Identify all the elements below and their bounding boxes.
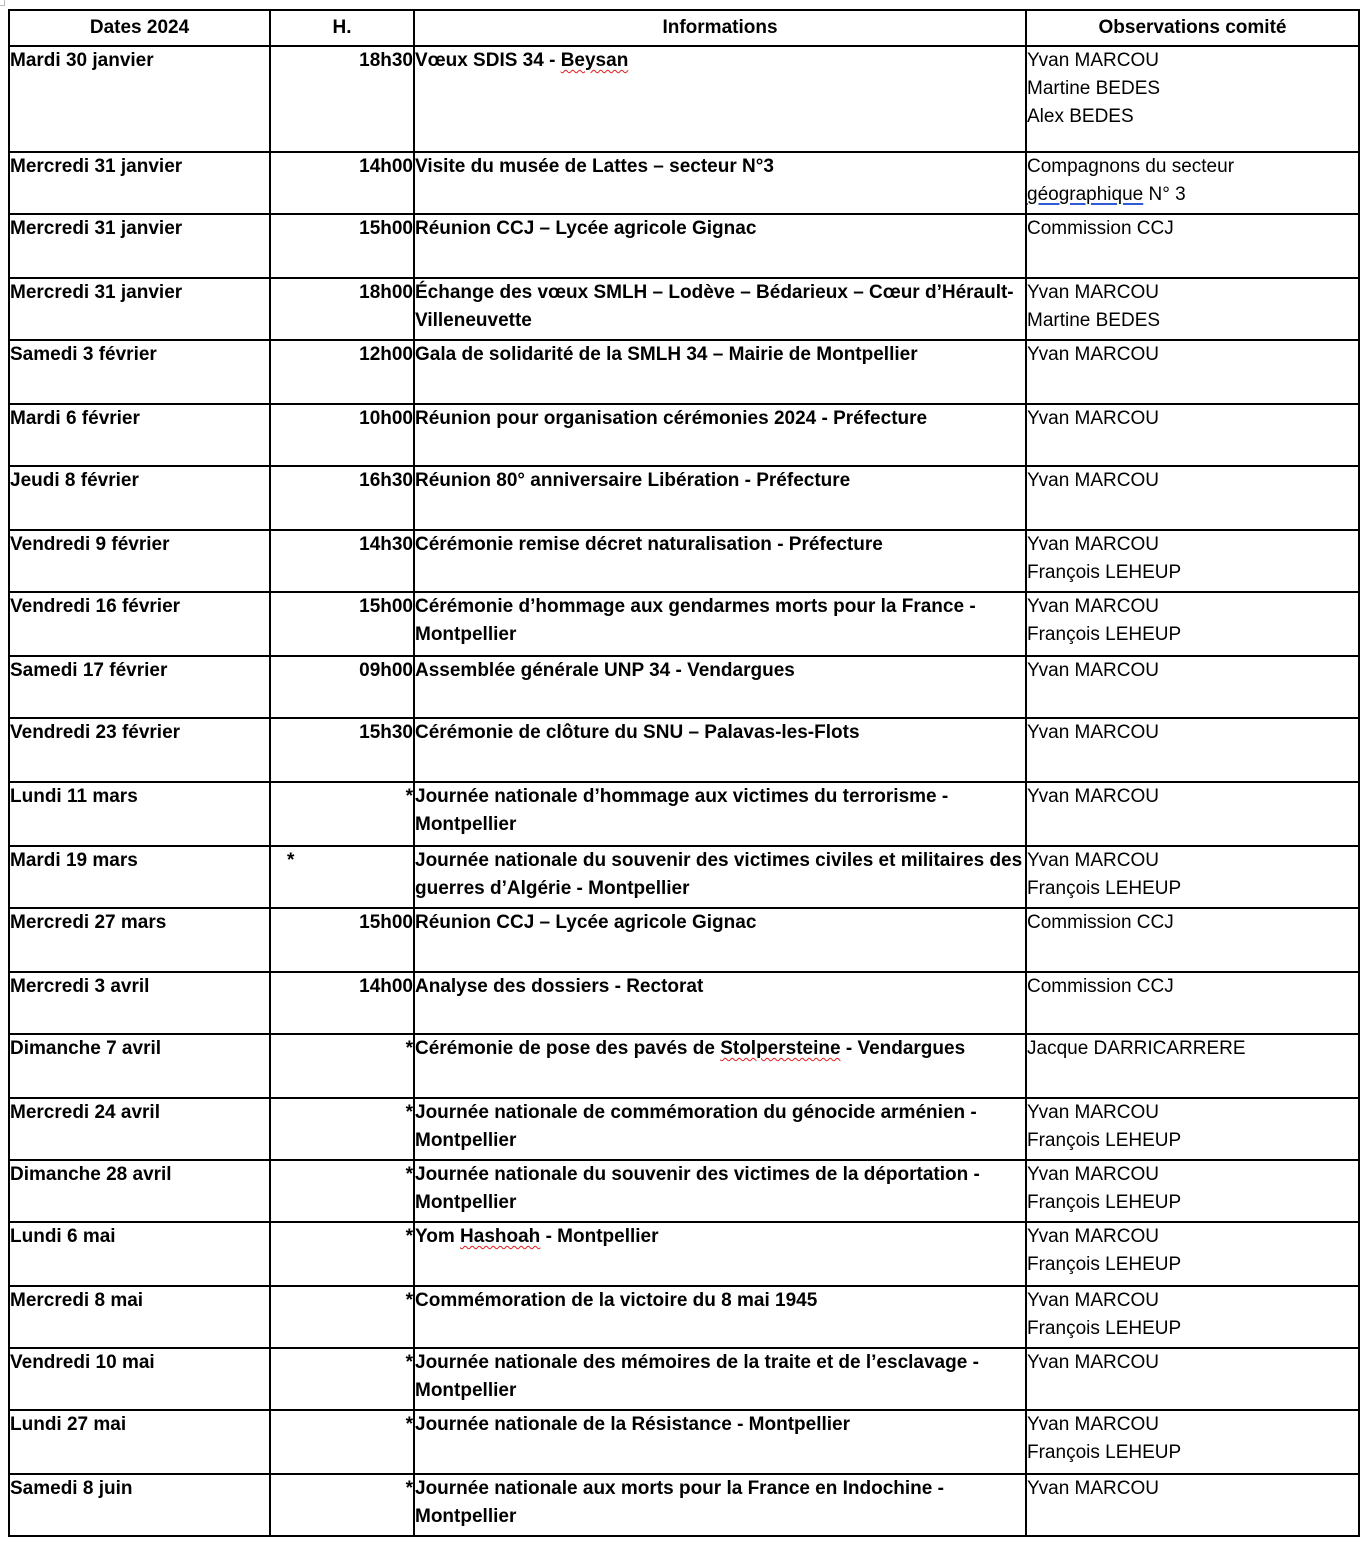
committee-member: Yvan MARCOU [1027,1478,1159,1499]
committee-observations [1026,530,1359,592]
event-time: 16h30 [270,466,414,530]
table-row [9,656,1359,718]
header-time: H. [270,10,414,46]
table-row [9,718,1359,782]
table-row [9,46,1359,152]
info-text: Échange des vœux SMLH – Lodève – Bédarieux – Cœur d’Hérault- Villeneuvette [415,282,1014,331]
event-information [414,656,1026,718]
info-text: Cérémonie de clôture du SNU – Palavas-les-Flots [415,722,860,743]
committee-member: François LEHEUP [1027,562,1182,583]
committee-observations [1026,718,1359,782]
event-date: Dimanche 28 avril [9,1160,270,1222]
committee-observations [1026,972,1359,1034]
table-row [9,152,1359,214]
committee-member: François LEHEUP [1027,1130,1182,1151]
committee-observations [1026,278,1359,340]
info-text: Journée nationale de commémoration du génocide arménien - Montpellier [415,1102,977,1151]
info-text: Journée nationale des mémoires de la traite et de l’esclavage - Montpellier [415,1352,979,1401]
event-information [414,214,1026,278]
spellcheck-flagged-word[interactable]: Stolpersteine [720,1038,841,1059]
grammar-flagged-word[interactable]: géographique [1027,184,1144,205]
table-row [9,278,1359,340]
table-row [9,908,1359,972]
committee-observations [1026,1286,1359,1348]
table-row [9,972,1359,1034]
info-text: Cérémonie remise décret naturalisation - Préfecture [415,534,883,555]
event-date: Vendredi 10 mai [9,1348,270,1410]
table-row [9,846,1359,908]
header-dates: Dates 2024 [9,10,270,46]
event-date: Dimanche 7 avril [9,1034,270,1098]
event-information [414,1286,1026,1348]
event-information [414,1474,1026,1536]
event-time: 14h00 [270,152,414,214]
event-date: Vendredi 9 février [9,530,270,592]
table-row [9,592,1359,656]
observation-suffix: N° 3 [1143,184,1186,205]
committee-observations [1026,466,1359,530]
event-information [414,46,1026,152]
info-text-suffix: - Vendargues [840,1038,966,1059]
info-text: Cérémonie d’hommage aux gendarmes morts pour la France - Montpellier [415,596,976,645]
table-row [9,1348,1359,1410]
event-time: * [270,1410,414,1474]
event-time: * [270,1034,414,1098]
committee-observations [1026,908,1359,972]
info-text: Vœux SDIS 34 - [415,50,561,71]
committee-member: Yvan MARCOU [1027,282,1159,303]
committee-observations [1026,656,1359,718]
committee-member: Yvan MARCOU [1027,596,1159,617]
event-information [414,908,1026,972]
info-text: Assemblée générale UNP 34 - Vendargues [415,660,795,681]
event-information [414,1098,1026,1160]
event-time: 15h30 [270,718,414,782]
info-text: Journée nationale aux morts pour la France en Indochine - Montpellier [415,1478,944,1527]
committee-member: Commission CCJ [1027,218,1174,239]
table-row [9,530,1359,592]
event-date: Samedi 17 février [9,656,270,718]
committee-member: Compagnons du secteur [1027,156,1235,177]
committee-member: Yvan MARCOU [1027,408,1159,429]
table-header-row [9,10,1359,46]
event-date: Mardi 19 mars [9,846,270,908]
table-row [9,1286,1359,1348]
event-information [414,152,1026,214]
table-row [9,214,1359,278]
info-text: Journée nationale du souvenir des victimes civiles et militaires des guerres d’Algérie - Montpellier [415,850,1023,899]
info-text: Réunion CCJ – Lycée agricole Gignac [415,218,757,239]
committee-observations [1026,592,1359,656]
info-text: Cérémonie de pose des pavés de [415,1038,721,1059]
committee-member: François LEHEUP [1027,1192,1182,1213]
event-time: 15h00 [270,592,414,656]
event-information [414,718,1026,782]
event-time: * [270,1098,414,1160]
committee-member: Yvan MARCOU [1027,786,1159,807]
table-row [9,404,1359,466]
event-time: 18h00 [270,278,414,340]
event-information [414,340,1026,404]
info-text: Journée nationale de la Résistance - Montpellier [415,1414,851,1435]
committee-member: Yvan MARCOU [1027,1352,1159,1373]
event-date: Mercredi 27 mars [9,908,270,972]
committee-member-continued [1027,181,1358,209]
committee-observations [1026,152,1359,214]
event-time: * [270,846,414,908]
event-information [414,404,1026,466]
committee-observations [1026,404,1359,466]
event-time: 10h00 [270,404,414,466]
committee-member: Yvan MARCOU [1027,1102,1159,1123]
event-date: Mercredi 31 janvier [9,214,270,278]
table-row [9,1160,1359,1222]
event-date: Mercredi 24 avril [9,1098,270,1160]
event-date: Mardi 30 janvier [9,46,270,152]
event-date: Lundi 11 mars [9,782,270,846]
committee-member: Yvan MARCOU [1027,1164,1159,1185]
committee-member: Yvan MARCOU [1027,534,1159,555]
table-row [9,340,1359,404]
table-row [9,1098,1359,1160]
committee-member: Yvan MARCOU [1027,660,1159,681]
event-information [414,278,1026,340]
event-time: * [270,1160,414,1222]
event-time: 14h30 [270,530,414,592]
event-date: Samedi 8 juin [9,1474,270,1536]
table-row [9,782,1359,846]
spellcheck-flagged-word[interactable]: Beysan [560,50,629,71]
committee-member: Yvan MARCOU [1027,470,1159,491]
event-information [414,530,1026,592]
info-text: Visite du musée de Lattes – secteur N°3 [415,156,774,177]
info-text: Réunion CCJ – Lycée agricole Gignac [415,912,757,933]
committee-member: Commission CCJ [1027,976,1174,997]
committee-member: Alex BEDES [1027,106,1134,127]
committee-member: François LEHEUP [1027,1254,1182,1275]
table-row [9,1410,1359,1474]
committee-member: Yvan MARCOU [1027,850,1159,871]
event-time: 14h00 [270,972,414,1034]
event-information [414,1160,1026,1222]
event-information [414,1222,1026,1286]
event-time: 18h30 [270,46,414,152]
event-date: Mercredi 31 janvier [9,278,270,340]
committee-observations [1026,782,1359,846]
info-text-suffix: - Montpellier [540,1226,659,1247]
committee-observations [1026,1410,1359,1474]
event-information [414,846,1026,908]
committee-member: Jacque DARRICARRERE [1027,1038,1246,1059]
event-information [414,1348,1026,1410]
event-information [414,782,1026,846]
committee-observations [1026,1348,1359,1410]
event-time: * [270,782,414,846]
info-text: Réunion 80° anniversaire Libération - Préfecture [415,470,851,491]
info-text: Journée nationale d’hommage aux victimes du terrorisme - Montpellier [415,786,949,835]
table-row [9,466,1359,530]
header-observations: Observations comité [1026,10,1359,46]
event-date: Samedi 3 février [9,340,270,404]
event-time: 15h00 [270,214,414,278]
committee-observations [1026,340,1359,404]
committee-member: Yvan MARCOU [1027,50,1159,71]
committee-observations [1026,846,1359,908]
committee-member: François LEHEUP [1027,878,1182,899]
committee-observations [1026,214,1359,278]
info-text: Journée nationale du souvenir des victimes de la déportation - Montpellier [415,1164,980,1213]
committee-member: François LEHEUP [1027,1318,1182,1339]
info-text: Yom [415,1226,461,1247]
committee-member: Yvan MARCOU [1027,1414,1159,1435]
event-date: Mercredi 31 janvier [9,152,270,214]
committee-observations [1026,1098,1359,1160]
committee-member: Martine BEDES [1027,78,1161,99]
header-informations: Informations [414,10,1026,46]
committee-member: Yvan MARCOU [1027,344,1159,365]
committee-observations [1026,1034,1359,1098]
info-text: Réunion pour organisation cérémonies 2024 - Préfecture [415,408,928,429]
committee-observations [1026,1160,1359,1222]
committee-member: Martine BEDES [1027,310,1161,331]
event-information [414,972,1026,1034]
committee-observations [1026,1474,1359,1536]
info-text: Analyse des dossiers - Rectorat [415,976,704,997]
event-date: Lundi 6 mai [9,1222,270,1286]
committee-observations [1026,1222,1359,1286]
table-body [9,46,1359,1536]
table-row [9,1034,1359,1098]
committee-member: François LEHEUP [1027,1442,1182,1463]
event-date: Vendredi 16 février [9,592,270,656]
event-time: 15h00 [270,908,414,972]
event-date: Mardi 6 février [9,404,270,466]
spellcheck-flagged-word[interactable]: Hashoah [460,1226,541,1247]
event-time: * [270,1348,414,1410]
committee-member: Commission CCJ [1027,912,1174,933]
event-information [414,592,1026,656]
committee-member: Yvan MARCOU [1027,722,1159,743]
event-date: Lundi 27 mai [9,1410,270,1474]
committee-member: Yvan MARCOU [1027,1290,1159,1311]
info-text: Commémoration de la victoire du 8 mai 1945 [415,1290,818,1311]
event-date: Jeudi 8 février [9,466,270,530]
event-time: * [270,1286,414,1348]
event-information [414,1034,1026,1098]
event-information [414,1410,1026,1474]
table-row [9,1222,1359,1286]
event-time: * [270,1474,414,1536]
event-date: Mercredi 3 avril [9,972,270,1034]
info-text: Gala de solidarité de la SMLH 34 – Mairie de Montpellier [415,344,918,365]
event-time: 09h00 [270,656,414,718]
committee-member: Yvan MARCOU [1027,1226,1159,1247]
table-row [9,1474,1359,1536]
event-time: * [270,1222,414,1286]
event-time: 12h00 [270,340,414,404]
event-information [414,466,1026,530]
committee-observations [1026,46,1359,152]
committee-member: François LEHEUP [1027,624,1182,645]
events-schedule-table [8,9,1360,1537]
page-corner-mark [0,0,5,6]
event-date: Mercredi 8 mai [9,1286,270,1348]
event-date: Vendredi 23 février [9,718,270,782]
